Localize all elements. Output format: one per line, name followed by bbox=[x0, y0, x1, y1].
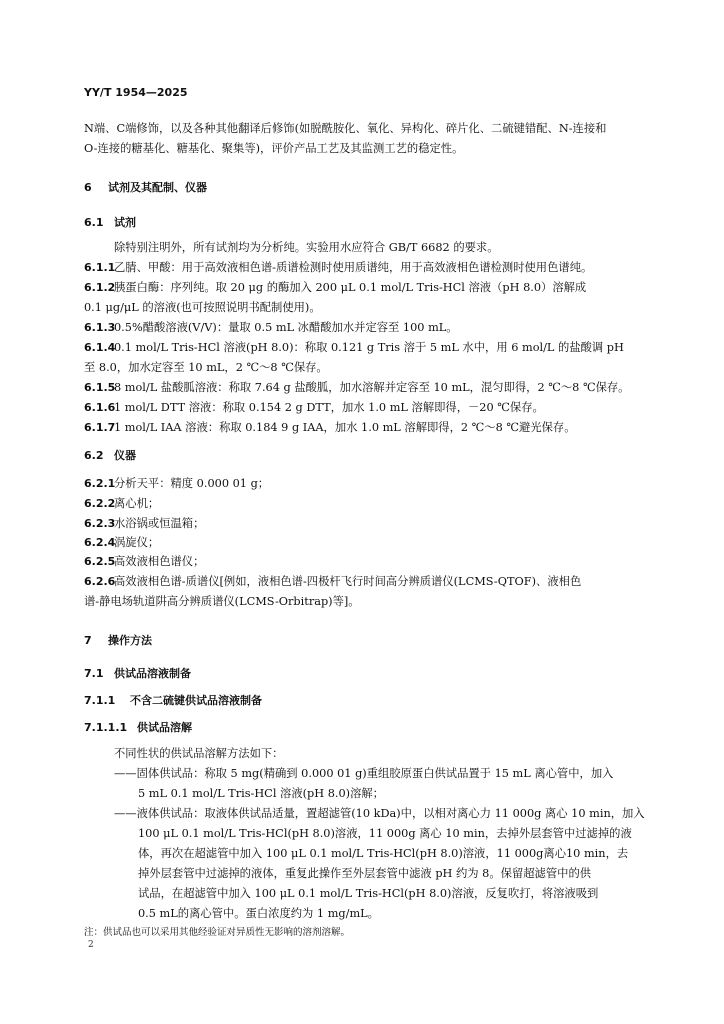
section-number: 7.1.1.1 bbox=[84, 721, 128, 734]
item-number: 6.1.6 bbox=[84, 401, 116, 414]
item-text: 0.5%醋酸溶液(V/V)：量取 0.5 mL 冰醋酸加水并定容至 100 mL。 bbox=[114, 321, 458, 334]
item-number: 6.1.3 bbox=[84, 321, 116, 334]
reagent-item bbox=[84, 278, 586, 298]
section-6-1-heading bbox=[84, 214, 136, 230]
liquid-sample-line: 0.5 mL的离心管中。蛋白浓度约为 1 mg/mL。 bbox=[138, 907, 379, 920]
item-text: 离心机； bbox=[114, 497, 160, 510]
section-number: 6.2 bbox=[84, 449, 104, 462]
intro-line-1: N端、C端修饰，以及各种其他翻译后修饰(如脱酰胺化、氧化、异构化、碎片化、二硫键错配、N-连接和 bbox=[84, 122, 607, 135]
item-text: 0.1 mol/L Tris-HCl 溶液(pH 8.0)：称取 0.121 g Tris 溶于 5 mL 水中，用 6 mol/L 的盐酸调 pH bbox=[114, 341, 624, 354]
instrument-item bbox=[84, 572, 581, 592]
item-number: 6.1.4 bbox=[84, 341, 116, 354]
instrument-item bbox=[84, 552, 204, 572]
item-text: 涡旋仪； bbox=[114, 536, 160, 549]
instrument-item bbox=[84, 533, 159, 553]
instrument-item bbox=[84, 474, 269, 494]
liquid-sample-line: 体，再次在超滤管中加入 100 μL 0.1 mol/L Tris-HCl(pH 8.0)溶液，11 000g离心10 min，去 bbox=[138, 847, 629, 860]
item-text: 分析天平：精度 0.000 01 g； bbox=[114, 477, 270, 490]
item-text: 1 mol/L IAA 溶液：称取 0.184 9 g IAA，加水 1.0 mL 溶解即得，2 ℃～8 ℃避光保存。 bbox=[114, 421, 576, 434]
liquid-sample-line: 100 μL 0.1 mol/L Tris-HCl(pH 8.0)溶液，11 000g 离心 10 min，去掉外层套管中过滤掉的液 bbox=[138, 827, 632, 840]
section-number: 7 bbox=[84, 634, 92, 647]
item-number: 6.2.6 bbox=[84, 575, 116, 588]
section-6-heading bbox=[84, 179, 207, 195]
section-title: 操作方法 bbox=[108, 634, 152, 647]
item-number: 6.2.4 bbox=[84, 536, 116, 549]
section-title: 供试品溶液制备 bbox=[114, 667, 191, 680]
reagent-item bbox=[84, 338, 624, 358]
section-number: 7.1.1 bbox=[84, 694, 116, 707]
solid-sample-line: ——固体供试品：称取 5 mg(精确到 0.000 01 g)重组胶原蛋白供试品置于 15 mL 离心管中，加入 bbox=[114, 767, 614, 780]
solid-sample-line: 5 mL 0.1 mol/L Tris-HCl 溶液(pH 8.0)溶解； bbox=[138, 787, 384, 800]
item-text: 高效液相色谱-质谱仪[例如，液相色谱-四极杆飞行时间高分辨质谱仪(LCMS-QTOF)、液相色 bbox=[114, 575, 582, 588]
item-number: 6.1.5 bbox=[84, 381, 116, 394]
item-text: 水浴锅或恒温箱； bbox=[114, 517, 205, 530]
item-number: 6.1.1 bbox=[84, 261, 116, 274]
section-7-1-1-1-heading bbox=[84, 719, 192, 735]
item-text: 胰蛋白酶：序列纯。取 20 μg 的酶加入 200 μL 0.1 mol/L Tris-HCl 溶液（pH 8.0）溶解成 bbox=[114, 281, 587, 294]
item-number: 6.2.3 bbox=[84, 517, 116, 530]
instrument-item-continuation: 谱-静电场轨道阱高分辨质谱仪(LCMS-Orbitrap)等]。 bbox=[84, 595, 360, 608]
instrument-item bbox=[84, 494, 159, 514]
standard-code: YY/T 1954—2025 bbox=[84, 86, 188, 99]
section-7-1-heading bbox=[84, 665, 191, 681]
page-number: 2 bbox=[88, 940, 94, 950]
reagent-item bbox=[84, 398, 544, 418]
liquid-sample-line: ——液体供试品：取液体供试品适量，置超滤管(10 kDa)中，以相对离心力 11 000g 离心 10 min，加入 bbox=[114, 807, 645, 820]
section-title: 供试品溶解 bbox=[137, 721, 192, 734]
reagent-item bbox=[84, 378, 629, 398]
reagent-item-continuation: 至 8.0，加水定容至 10 mL，2 ℃～8 ℃保存。 bbox=[84, 361, 328, 374]
section-title: 试剂 bbox=[114, 216, 136, 229]
reagent-item-continuation: 0.1 μg/μL 的溶液(也可按照说明书配制使用)。 bbox=[84, 301, 321, 314]
section-number: 7.1 bbox=[84, 667, 104, 680]
section-7-1-1-heading bbox=[84, 692, 262, 708]
section-title: 仪器 bbox=[114, 449, 136, 462]
intro-line-2: O-连接的糖基化、糖基化、聚集等)，评价产品工艺及其监测工艺的稳定性。 bbox=[84, 142, 464, 155]
section-title: 不含二硫键供试品溶液制备 bbox=[130, 694, 262, 707]
item-text: 1 mol/L DTT 溶液：称取 0.154 2 g DTT，加水 1.0 mL 溶解即得，－20 ℃保存。 bbox=[114, 401, 544, 414]
reagent-item bbox=[84, 418, 576, 438]
liquid-sample-line: 试品，在超滤管中加入 100 μL 0.1 mol/L Tris-HCl(pH 8.0)溶液，反复吹打，将溶液吸到 bbox=[138, 887, 599, 900]
item-text: 高效液相色谱仪； bbox=[114, 555, 205, 568]
item-number: 6.2.2 bbox=[84, 497, 116, 510]
section-number: 6 bbox=[84, 181, 92, 194]
section-6-2-heading bbox=[84, 447, 136, 463]
section-title: 试剂及其配制、仪器 bbox=[108, 181, 207, 194]
item-text: 乙腈、甲酸：用于高效液相色谱-质谱检测时使用质谱纯，用于高效液相色谱检测时使用色谱纯。 bbox=[114, 261, 593, 274]
liquid-sample-line: 掉外层套管中过滤掉的液体，重复此操作至外层套管中滤液 pH 约为 8。保留超滤管中的供 bbox=[138, 867, 592, 880]
note: 注：供试品也可以采用其他经验证对异质性无影响的溶剂溶解。 bbox=[84, 927, 351, 938]
item-text: 8 mol/L 盐酸胍溶液：称取 7.64 g 盐酸胍，加水溶解并定容至 10 mL，混匀即得，2 ℃～8 ℃保存。 bbox=[114, 381, 630, 394]
item-number: 6.1.7 bbox=[84, 421, 116, 434]
item-number: 6.2.5 bbox=[84, 555, 116, 568]
section-7-heading bbox=[84, 632, 152, 648]
item-number: 6.2.1 bbox=[84, 477, 116, 490]
reagent-item bbox=[84, 258, 592, 278]
section-number: 6.1 bbox=[84, 216, 104, 229]
reagent-item bbox=[84, 318, 458, 338]
item-number: 6.1.2 bbox=[84, 281, 116, 294]
instrument-item bbox=[84, 514, 204, 534]
dissolve-intro: 不同性状的供试品溶解方法如下： bbox=[114, 747, 284, 760]
reagent-intro: 除特别注明外，所有试剂均为分析纯。实验用水应符合 GB/T 6682 的要求。 bbox=[114, 241, 499, 254]
